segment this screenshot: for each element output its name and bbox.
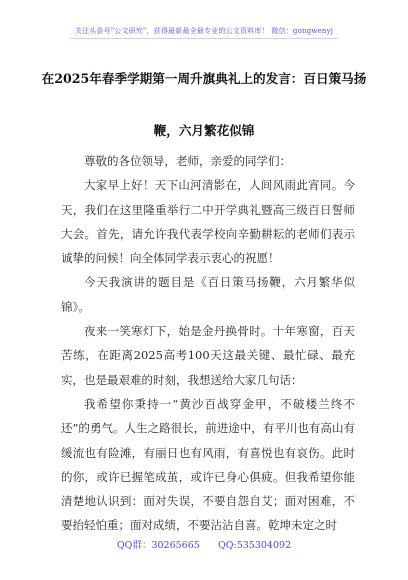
paragraph: 大家早上好！天下山河清影在，人间风雨此宵同。今天，我们在这里隆重举行二中开学典礼暨高三级百日誓师大会。首先，请允许我代表学校向辛勤耕耘的老师们表示诚挚的问候！向全体同学表示衷心的祝愿！ xyxy=(61,178,355,266)
footer-qq: QQ:535304092 xyxy=(217,540,292,551)
paragraph: 今天我演讲的题目是《百日策马扬鞭，六月繁华似锦》。 xyxy=(61,275,355,314)
paragraph-salutation: 尊敬的各位领导，老师，亲爱的同学们： xyxy=(84,154,291,168)
header-divider xyxy=(70,38,338,39)
header-banner: 关注头条号"公文研究"，获得最新最全最专业的公文资料库！ 微信：gongwenyj xyxy=(74,27,334,35)
paragraph: 我希望你秉持一“黄沙百战穿金甲，不破楼兰终不还”的勇气。人生之路很长，前进途中，有平川也有高山有缓流也有险滩，有丽日也有风雨，有喜悦也有哀伤。此时的你，或许已握笔成茧，或许已身心俱疲。但我希望你能清楚地认识到：面对失误，不要自怨自艾；面对困难，不要抬轻怕重；面对成绩，不要沾沾自喜。乾坤未定之时 xyxy=(61,396,355,533)
document-body xyxy=(61,149,355,538)
footer-qq-group: QQ群：30265665 xyxy=(116,540,200,551)
paragraph: 夜来一笑寒灯下，始是金丹换骨时。十年寒窗，百天苦练，在距离2025高考100天这最关键、最忙碌、最充实，也是最艰难的时刻，我想送给大家几句话： xyxy=(61,324,355,387)
document-title-line-1: 在2025年春季学期第一周升旗典礼上的发言：百日策马扬 xyxy=(41,71,367,86)
document-title-line-2: 鞭，六月繁花似锦 xyxy=(153,123,255,138)
footer-contact xyxy=(0,537,408,551)
